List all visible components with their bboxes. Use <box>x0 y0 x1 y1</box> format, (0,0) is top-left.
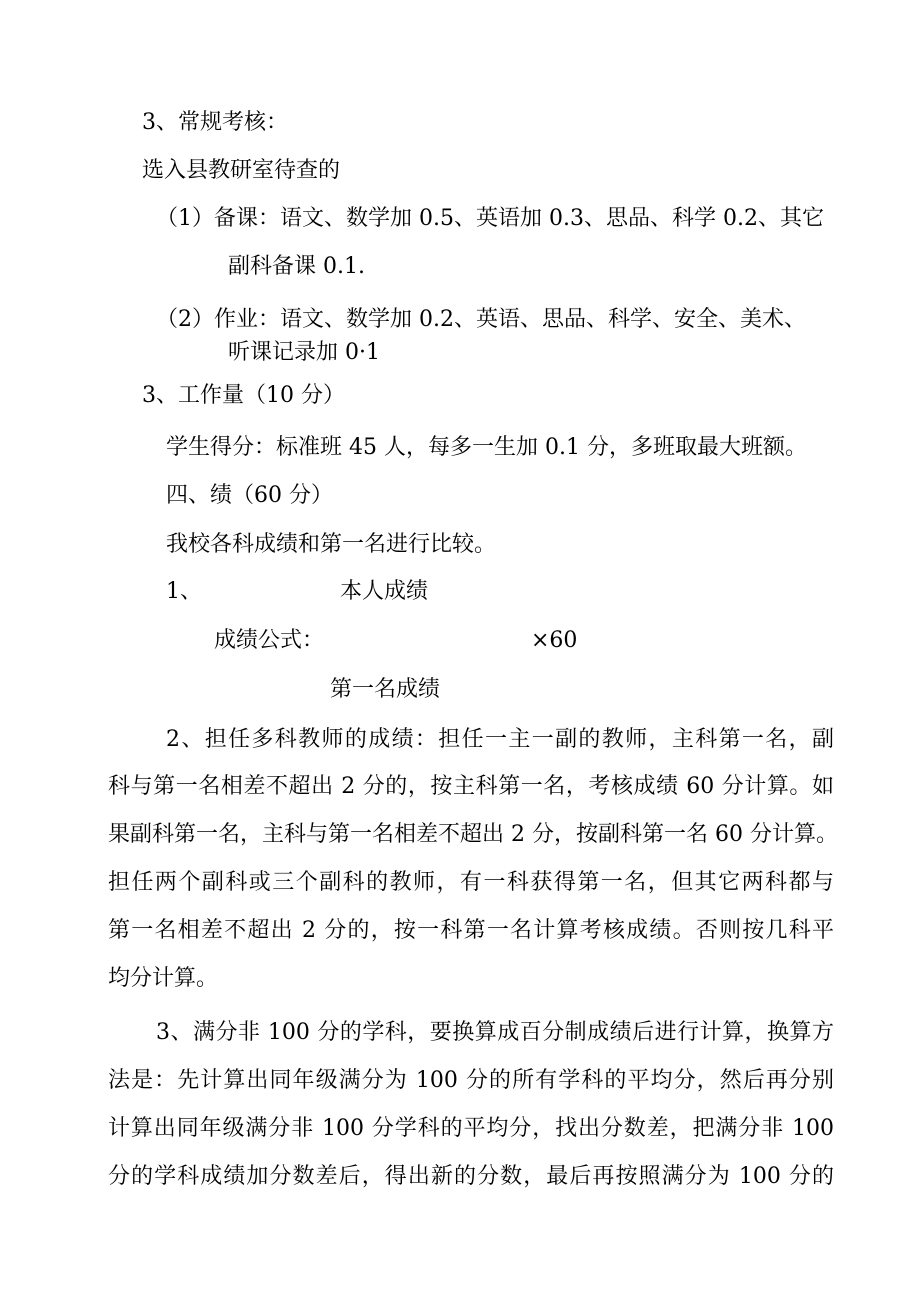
formula-number: 1、 <box>166 579 202 604</box>
section4-intro: 我校各科成绩和第一名进行比较。 <box>166 532 497 557</box>
section3-heading: 3、常规考核： <box>142 110 288 135</box>
paragraph-line: 3、满分非 100 分的学科，要换算成百分制成绩后进行计算，换算方 <box>156 1020 834 1045</box>
paragraph-line: 法是：先计算出同年级满分为 100 分的所有学科的平均分，然后再分别 <box>108 1068 834 1093</box>
formula-multiplier: ×60 <box>531 628 578 653</box>
item2-line2: 听课记录加 0·1 <box>228 340 380 365</box>
formula-denominator: 第一名成绩 <box>330 677 441 702</box>
workload-heading: 3、工作量（10 分） <box>142 383 345 408</box>
paragraph-line: 第一名相差不超出 2 分的，按一科第一名计算考核成绩。否则按几科平 <box>108 918 834 943</box>
item1-line2: 副科备课 0.1. <box>228 254 365 279</box>
section4-heading: 四、绩（60 分） <box>166 483 333 508</box>
paragraph-line: 2、担任多科教师的成绩：担任一主一副的教师，主科第一名，副 <box>166 727 834 752</box>
paragraph-line: 果副科第一名，主科与第一名相差不超出 2 分，按副科第一名 60 分计算。 <box>108 822 838 847</box>
workload-text: 学生得分：标准班 45 人，每多一生加 0.1 分，多班取最大班额。 <box>166 435 807 460</box>
formula-numerator: 本人成绩 <box>340 579 429 604</box>
section3-intro: 选入县教研室待查的 <box>142 158 341 183</box>
item2-line1: （2）作业：语文、数学加 0.2、英语、思品、科学、安全、美术、 <box>156 307 806 332</box>
paragraph-line: 科与第一名相差不超出 2 分的，按主科第一名，考核成绩 60 分计算。如 <box>108 774 834 799</box>
paragraph-line: 担任两个副科或三个副科的教师，有一科获得第一名，但其它两科都与 <box>108 870 834 895</box>
paragraph-line: 计算出同年级满分非 100 分学科的平均分，找出分数差，把满分非 100 <box>108 1116 834 1141</box>
item1-line1: （1）备课：语文、数学加 0.5、英语加 0.3、思品、科学 0.2、其它 <box>156 206 824 231</box>
paragraph-line: 均分计算。 <box>108 966 219 991</box>
formula-label: 成绩公式： <box>214 628 325 653</box>
paragraph-line: 分的学科成绩加分数差后，得出新的分数，最后再按照满分为 100 分的 <box>108 1164 834 1189</box>
